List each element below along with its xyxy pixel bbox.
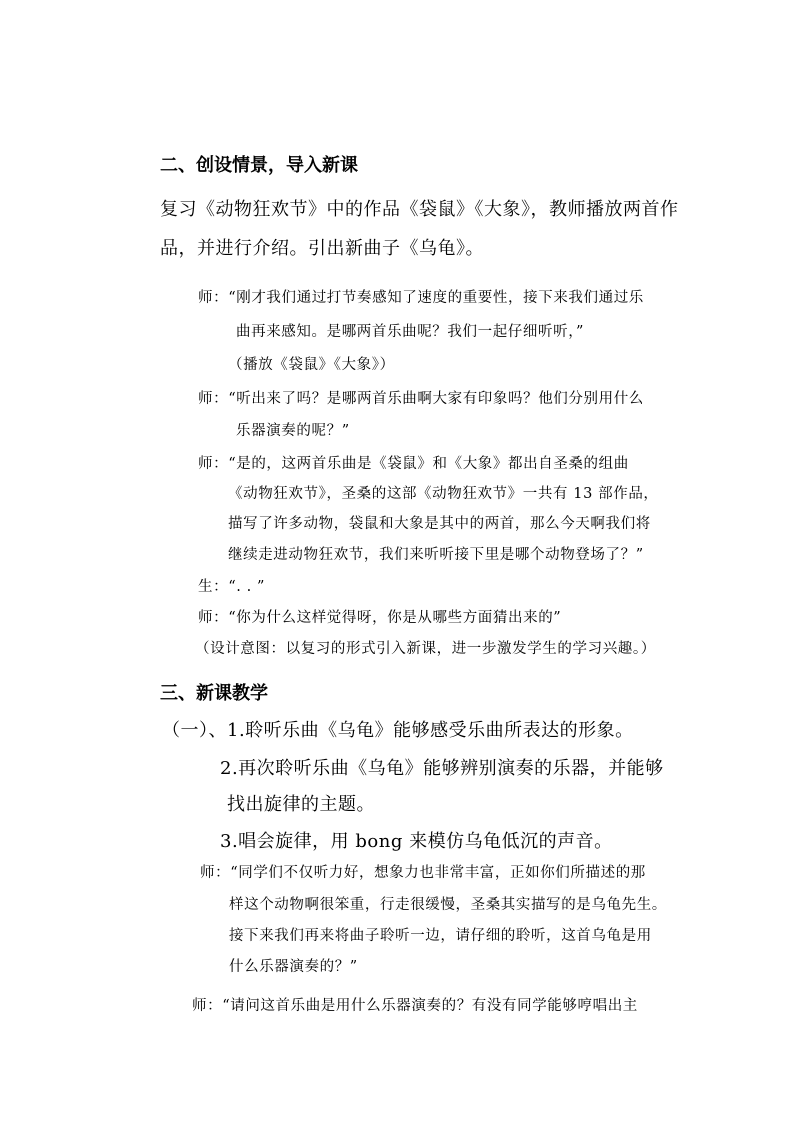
section-heading-3: 三、新课教学: [160, 683, 268, 704]
objective-item-2-cont: 找出旋律的主题。: [227, 794, 375, 815]
dialog-line: 《动物狂欢节》，圣桑的这部《动物狂欢节》一共有 13 部作品，: [228, 486, 659, 502]
dialog-line: 样这个动物啊很笨重，行走很缓慢，圣桑其实描写的是乌龟先生。: [229, 897, 667, 913]
dialog-line: 描写了许多动物，袋鼠和大象是其中的两首，那么今天啊我们将: [228, 516, 651, 532]
intro-line-1: 复习《动物狂欢节》中的作品《袋鼠》《大象》，教师播放两首作: [160, 199, 679, 220]
dialog-line: （播放《袋鼠》《大象》）: [228, 357, 395, 373]
dialog-line: 师：“是的，这两首乐曲是《袋鼠》和《大象》都出自圣桑的组曲: [198, 456, 629, 472]
design-intent-note: （设计意图：以复习的形式引入新课，进一步激发学生的学习兴趣。）: [195, 641, 656, 657]
dialog-line: 师：“同学们不仅听力好，想象力也非常丰富，正如你们所描述的那: [200, 865, 646, 881]
dialog-line: 师：“听出来了吗？是哪两首乐曲啊大家有印象吗？他们分别用什么: [198, 391, 644, 407]
dialog-line: 乐器演奏的呢？”: [236, 423, 350, 439]
intro-line-2: 品，并进行介绍。引出新曲子《乌龟》。: [160, 238, 484, 259]
objective-item-1: （一）、1.聆听乐曲《乌龟》能够感受乐曲所表达的形象。: [162, 720, 634, 741]
objective-item-3: 3.唱会旋律，用 bong 来模仿乌龟低沉的声音。: [220, 831, 613, 852]
dialog-line: 师：“请问这首乐曲是用什么乐器演奏的？有没有同学能够哼唱出主: [192, 998, 638, 1014]
dialog-line: 接下来我们再来将曲子聆听一边，请仔细的聆听，这首乌龟是用: [229, 928, 652, 944]
dialog-line: 师：“你为什么这样觉得呀，你是从哪些方面猜出来的”: [198, 610, 562, 626]
objective-item-2: 2.再次聆听乐曲《乌龟》能够辨别演奏的乐器，并能够: [220, 758, 664, 779]
section-heading-2: 二、创设情景，导入新课: [160, 155, 358, 176]
dialog-line: 曲再来感知。是哪两首乐曲呢？我们一起仔细听听，”: [236, 324, 585, 340]
dialog-line: 什么乐器演奏的？”: [229, 959, 358, 975]
dialog-line: 师：“刚才我们通过打节奏感知了速度的重要性，接下来我们通过乐: [198, 290, 644, 306]
dialog-line: 继续走进动物狂欢节，我们来听听接下里是哪个动物登场了？”: [228, 547, 644, 563]
dialog-line: 生：“. . ”: [198, 579, 266, 595]
